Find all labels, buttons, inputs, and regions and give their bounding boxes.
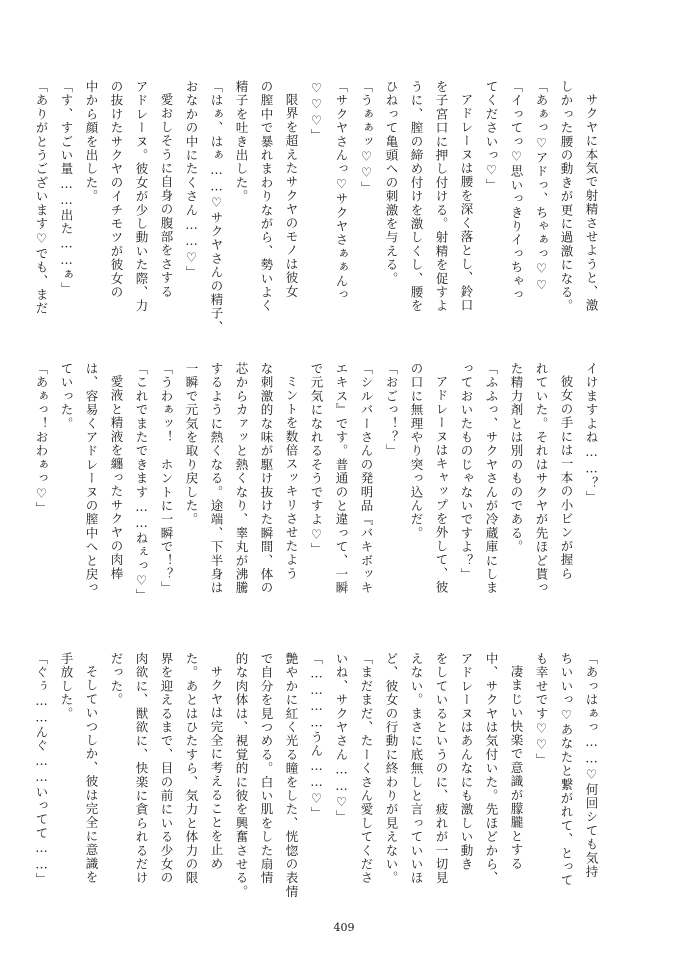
text-line: アドレーヌ。彼女が少し動いた際、力 xyxy=(134,80,149,313)
text-block-middle xyxy=(34,362,604,620)
text-line: ミントを数倍スッキリさせたよう xyxy=(284,374,299,580)
text-line: 「はぁ、はぁ……♡サクヤさんの精子、 xyxy=(209,80,224,335)
text-line: 「うわぁッ！ ホントに一瞬で！？」 xyxy=(159,362,174,595)
text-line: しかった腰の動きが更に過激になる。 xyxy=(559,80,574,313)
text-line: 「これでまたできます……ねぇっ♡」 xyxy=(134,362,149,603)
text-line: だった。 xyxy=(109,652,124,707)
text-line: の膣中で暴れまわりながら、勢いよく xyxy=(259,80,274,313)
text-line: 芯からカァッと熱くなり、睾丸が沸騰 xyxy=(234,362,249,595)
text-line: で自分を見つめる。白い肌をした扇情 xyxy=(259,652,274,885)
text-line: 界を迎えるまで、目の前にいる少女の xyxy=(159,652,174,885)
text-line: 艶やかに紅く光る瞳をした、恍惚の表情 xyxy=(284,652,299,899)
text-line: 「あっはぁっ……♡何回シても気持 xyxy=(584,652,599,879)
text-line: アドレーヌはあんなにも激しい動き xyxy=(459,652,474,872)
text-line: そしていつしか、彼は完全に意識を xyxy=(84,664,99,884)
text-line: 「うぁぁッ♡♡」 xyxy=(359,80,374,195)
text-line: も幸せです♡♡」 xyxy=(534,652,549,767)
text-line: えない。まさに底無しと言っていいほ xyxy=(409,652,424,885)
text-line: ど、彼女の行動に終わりが見えない。 xyxy=(384,652,399,885)
text-line: ひねって亀頭への刺激を与える。 xyxy=(384,80,399,286)
text-block-top xyxy=(34,80,604,338)
text-line: サクヤは完全に考えることを止め xyxy=(209,664,224,870)
text-line: で元気になれるそうですよ♡」 xyxy=(309,362,324,557)
text-line: た。あとはひたすら、気力と体力の限 xyxy=(184,652,199,885)
text-line: 限界を超えたサクヤのモノは彼女 xyxy=(284,92,299,298)
text-line: れていた。それはサクヤが先ほど貰っ xyxy=(534,362,549,595)
page-number: 409 xyxy=(333,921,355,934)
text-line: 凄まじい快楽で意識が朦朧とする xyxy=(509,664,524,870)
text-line: アドレーヌは腰を深く落とし、鈴口 xyxy=(459,92,474,312)
text-line: 手放した。 xyxy=(59,652,74,721)
text-line: 「あぁっ！おわぁっ♡」 xyxy=(34,362,49,516)
text-line: ていった。 xyxy=(59,362,74,431)
text-line: いね、サクヤさん……♡」 xyxy=(334,652,349,824)
text-line: な刺激的な味が駆け抜けた瞬間、体の xyxy=(259,362,274,595)
text-line: てくださいっ♡」 xyxy=(484,80,499,193)
text-line: 「あぁっ♡アドっ、ちゃぁっ♡♡ xyxy=(534,80,549,293)
text-line: 精子を吐き出した。 xyxy=(234,80,249,204)
text-line: た精力剤とは別のものである。 xyxy=(509,362,524,554)
text-line: サクヤに本気で射精させようと、激 xyxy=(584,92,599,312)
text-line: をしているというのに、疲れが一切見 xyxy=(434,652,449,885)
text-line: 「まだまだ、たーくさん愛してくださ xyxy=(359,652,374,885)
text-line: おなかの中にたくさん……♡」 xyxy=(184,80,199,280)
text-block-bottom xyxy=(34,652,604,910)
text-line: 「シルバーさんの発明品『バキボッキ xyxy=(359,362,374,595)
text-line: 愛おしそうに自身の腹部をさする xyxy=(159,92,174,298)
text-line: の抜けたサクヤのイチモツが彼女の xyxy=(109,80,124,300)
text-line: 「ふふっ、サクヤさんが冷蔵庫にしま xyxy=(484,362,499,595)
text-line: 「す、すごい量……出た……ぁ」 xyxy=(59,80,74,296)
text-line: アドレーヌはキャップを外して、彼 xyxy=(434,374,449,594)
text-line: するように熱くなる。途端、下半身は xyxy=(209,362,224,595)
text-line: 「サクヤさんっ♡サクヤさぁぁんっ xyxy=(334,80,349,302)
text-line: うに、膣の締め付けを激しくし、腰を xyxy=(409,80,424,313)
text-line: 「ぐぅ……んぐ……いってて……」 xyxy=(34,652,49,887)
text-line: 中、サクヤは気付いた。先ほどから、 xyxy=(484,652,499,885)
text-line: エキス』です。普通のと違って、一瞬 xyxy=(334,362,349,595)
text-line: っておいたものじゃないですよ？」 xyxy=(459,362,474,582)
text-line: を子宮口に押し付ける。射精を促すよ xyxy=(434,80,449,313)
text-line: 「ありがとうございます♡でも、まだ xyxy=(34,80,49,316)
text-line: ♡♡♡」 xyxy=(309,80,324,143)
text-line: 「イってっ♡思いっきりイっちゃっ xyxy=(509,80,524,302)
text-line: イけますよね……？」 xyxy=(584,362,599,504)
text-line: 的な肉体は、視覚的に彼を興奮させる。 xyxy=(234,652,249,899)
text-line: 肉欲に、獣欲に、快楽に貪られるだけ xyxy=(134,652,149,885)
text-line: 一瞬で元気を取り戻した。 xyxy=(184,362,199,527)
text-line: 「おごっ！？」 xyxy=(384,362,399,458)
text-line: 愛液と精液を纏ったサクヤの肉棒 xyxy=(109,374,124,580)
text-line: 中から顔を出した。 xyxy=(84,80,99,204)
text-line: 彼女の手には一本の小ビンが握ら xyxy=(559,374,574,580)
text-line: の口に無理やり突っ込んだ。 xyxy=(409,362,424,541)
text-line: ちいいっ♡あなたと繋がれて、とって xyxy=(559,652,574,888)
text-line: は、容易くアドレーヌの膣中へと戻っ xyxy=(84,362,99,595)
text-line: 「…………うん……♡」 xyxy=(309,652,324,821)
